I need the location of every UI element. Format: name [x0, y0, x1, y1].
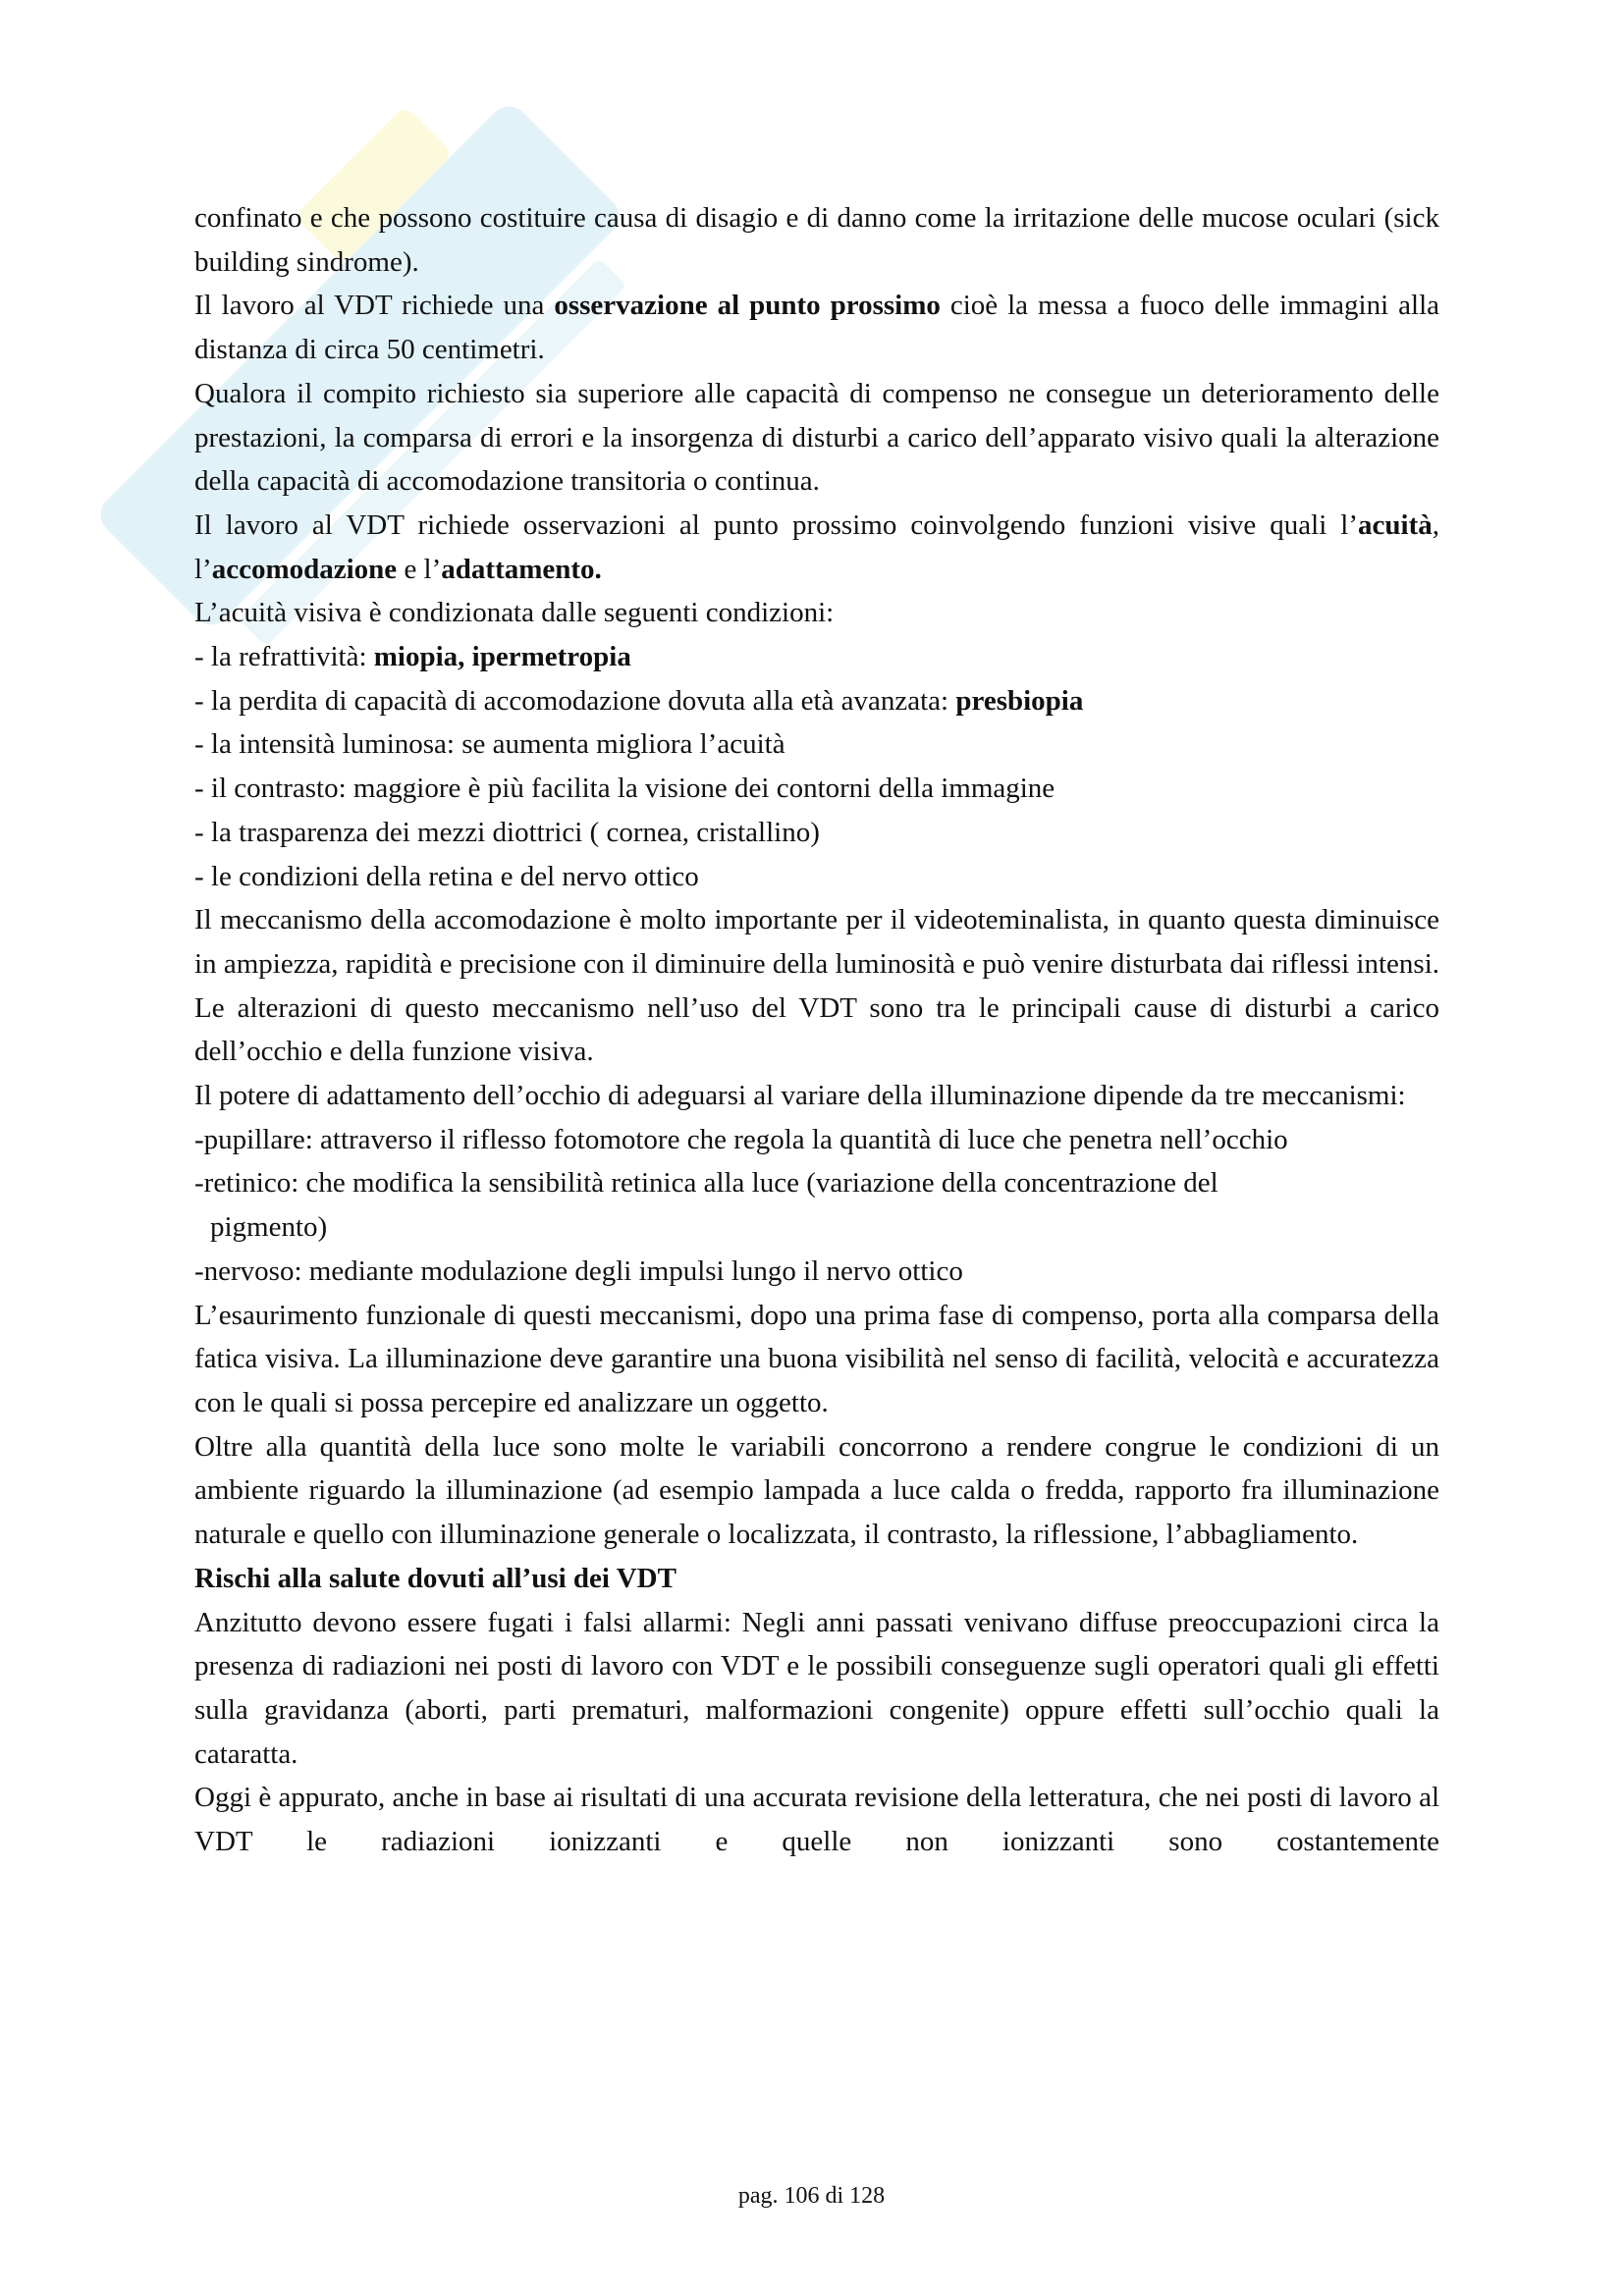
bold-text: adattamento. [441, 553, 602, 585]
paragraph [194, 1776, 1439, 1863]
paragraph [194, 372, 1439, 504]
text-run: - la refrattività: [194, 641, 374, 673]
text-run: L’esaurimento funzionale di questi meccanismi, dopo una prima fase di compenso, porta alla comparsa della fatica visiva. La illuminazione deve garantire una buona visibilità nel senso di facilità, velocità e accuratezza con le quali si possa percepire ed analizzare un oggetto. [194, 1299, 1439, 1418]
text-run: -nervoso: mediante modulazione degli impulsi lungo il nervo ottico [194, 1255, 963, 1287]
text-run: L’acuità visiva è condizionata dalle seguenti condizioni: [194, 597, 835, 629]
paragraph [194, 722, 1439, 767]
paragraph [194, 767, 1439, 811]
bold-text: osservazione al punto prossimo [554, 290, 941, 322]
bold-text: acuità [1358, 508, 1433, 541]
text-run: -pupillare: attraverso il riflesso fotomotore che regola la quantità di luce che penetra nell’occhio [194, 1123, 1288, 1155]
paragraph [194, 811, 1439, 855]
paragraph [194, 898, 1439, 1074]
paragraph [194, 1294, 1439, 1425]
paragraph [194, 1601, 1439, 1777]
text-run: e l’ [397, 553, 442, 585]
text-run: Oltre alla quantità della luce sono molte le variabili concorrono a rendere congrue le condizioni di un ambiente riguardo la illuminazione (ad esempio lampada a luce calda o fredda, rapporto fra illuminazione naturale e quello con illuminazione generale o localizzata, il contrasto, la riflessione, l’abbagliamento. [194, 1430, 1439, 1551]
paragraph [194, 1557, 1439, 1601]
paragraph [194, 284, 1439, 371]
paragraph [194, 635, 1439, 679]
paragraph [194, 1074, 1439, 1118]
text-run: - la intensità luminosa: se aumenta migliora l’acuità [194, 728, 785, 761]
paragraph [194, 1250, 1439, 1294]
text-run: - le condizioni della retina e del nervo ottico [194, 860, 699, 892]
bold-text: presbiopia [955, 684, 1084, 717]
text-run: Anzitutto devono essere fugati i falsi allarmi: Negli anni passati venivano diffuse preoccupazioni circa la presenza di radiazioni nei posti di lavoro con VDT e le possibili conseguenze sugli operatori quali gli effetti sulla gravidanza (aborti, parti prematuri, malformazioni congenite) oppure effetti sull’occhio quali la cataratta. [194, 1606, 1439, 1770]
paragraph [194, 504, 1439, 591]
paragraph [194, 1425, 1439, 1557]
paragraph [194, 591, 1439, 635]
bold-text: Rischi alla salute dovuti all’usi dei VDT [194, 1562, 676, 1594]
text-run: confinato e che possono costituire causa di disagio e di danno come la irritazione delle mucose oculari (sick building sindrome). [194, 202, 1439, 278]
paragraph [194, 196, 1439, 284]
bold-text: miopia, ipermetropia [373, 641, 631, 673]
bold-text: accomodazione [211, 553, 398, 585]
document-body [194, 196, 1439, 1864]
text-run: pigmento) [210, 1211, 328, 1244]
text-run: Il meccanismo della accomodazione è molto importante per il videoteminalista, in quanto questa diminuisce in ampiezza, rapidità e precisione con il diminuire della luminosità e può venire disturbata dai riflessi intensi. Le alterazioni di questo meccanismo nell’uso del VDT sono tra le principali cause di disturbi a carico dell’occhio e della funzione visiva. [194, 904, 1439, 1068]
paragraph [194, 1161, 1439, 1205]
paragraph [194, 1118, 1439, 1162]
text-run: cioè la messa a fuoco delle immagini alla distanza di circa 50 centimetri. [194, 290, 1439, 366]
paragraph [194, 679, 1439, 723]
paragraph [194, 855, 1439, 899]
text-run: Il potere di adattamento dell’occhio di adeguarsi al variare della illuminazione dipende da tre meccanismi: [194, 1080, 1406, 1112]
text-run: - la perdita di capacità di accomodazione dovuta alla età avanzata: [194, 684, 956, 717]
text-run: Il lavoro al VDT richiede una [194, 290, 555, 322]
page-number: pag. 106 di 128 [737, 2183, 886, 2209]
text-run: Qualora il compito richiesto sia superiore alle capacità di compenso ne consegue un deterioramento delle prestazioni, la comparsa di errori e la insorgenza di disturbi a carico dell’apparato visivo quali la alterazione della capacità di accomodazione transitoria o continua. [194, 377, 1439, 498]
paragraph [194, 1205, 1439, 1250]
text-run: -retinico: che modifica la sensibilità retinica alla luce (variazione della concentrazione del [194, 1167, 1218, 1200]
text-run: - la trasparenza dei mezzi diottrici ( cornea, cristallino) [194, 816, 820, 848]
text-run: Oggi è appurato, anche in base ai risultati di una accurata revisione della letteratura, che nei posti di lavoro al VDT le radiazioni ionizzanti e quelle non ionizzanti sono costantemente [194, 1782, 1439, 1858]
text-run: Il lavoro al VDT richiede osservazioni al punto prossimo coinvolgendo funzioni visive quali l’ [194, 508, 1359, 541]
text-run: , l’ [194, 508, 1439, 585]
text-run: - il contrasto: maggiore è più facilita la visione dei contorni della immagine [194, 773, 1055, 805]
